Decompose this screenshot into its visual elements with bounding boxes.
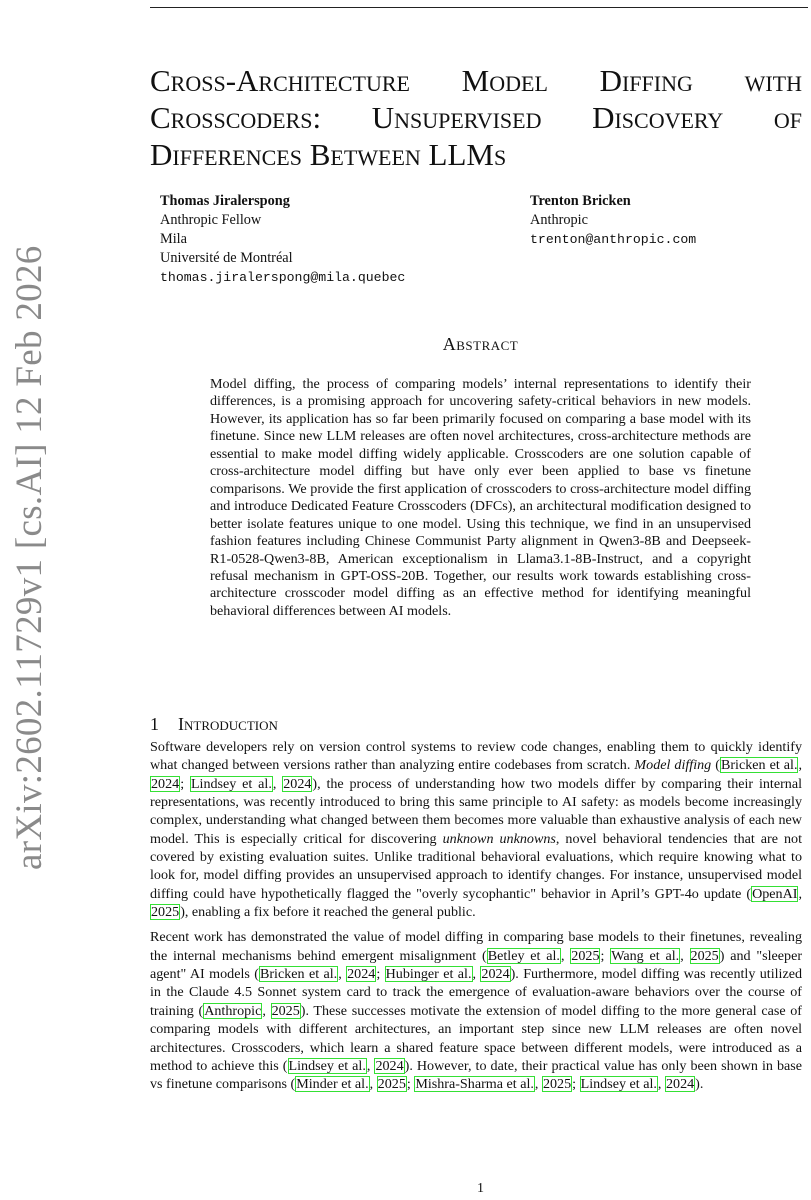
- abstract-text: Model diffing, the process of comparing models’ internal representations to identify their differences, is a promising approach for uncovering safety-critical behaviors in new models. However, its application has so far been primarily focused on comparing a base model with its finetune. Since new LLM releases are often novel architectures, cross-architecture methods are essential to make model diffing widely applicable. Crosscoders are one solution capable of cross-architecture model diffing but have only ever been applied to base vs finetune comparisons. We provide the first application of crosscoders to cross-architecture model diffing and introduce Dedicated Feature Crosscoders (DFCs), an architectural modification designed to better isolate features unique to one model. Using this technique, we find in an unsupervised fashion features including Chinese Communist Party alignment in Qwen3-8B and Deepseek-R1-0528-Qwen3-8B, American exceptionalism in Llama3.1-8B-Instruct, and a copyright refusal mechanism in GPT-OSS-20B. Together, our results work towards establishing cross-architecture crosscoder model diffing as an effective method for identifying meaningful behavioral differences between AI models.: [210, 376, 751, 619]
- introduction-body: [150, 738, 802, 1101]
- text-run: Software developers rely on version control systems to review code changes, enabling them to quickly identify what changed between versions rather than analyzing entire codebases from scratch.: [150, 739, 802, 774]
- text-run: ,: [680, 947, 690, 964]
- citation-link[interactable]: Lindsey et al.: [288, 1057, 366, 1074]
- text-run: ), the process of understanding how two models differ by comparing their internal representations, was recently introduced to bring this same principle to AI safety: as models become increasingly complex, understanding what changed between them becomes more valuable than exhaustive analysis of each new model. This is especially critical for discovering: [150, 775, 802, 847]
- text-run: ;: [572, 1076, 580, 1093]
- citation-link[interactable]: Anthropic: [204, 1002, 262, 1019]
- citation-link[interactable]: 2024: [665, 1076, 695, 1093]
- citation-link[interactable]: Lindsey et al.: [190, 775, 272, 792]
- page-number: 1: [477, 1181, 484, 1196]
- text-run: ). Furthermore, model diffing was recently utilized in the Claude 4.5 Sonnet system card to track the emergence of evaluation-aware behaviors over the course of training (: [150, 966, 803, 1019]
- text-run: ). However, to date, their practical value has only been shown in base vs finetune comparisons (: [150, 1057, 803, 1093]
- text-run: ) and "sleeper agent" AI models (: [150, 947, 803, 983]
- abstract-heading: Abstract: [442, 334, 519, 354]
- emphasis-text: Model diffing: [634, 757, 712, 774]
- text-run: ,: [657, 1076, 665, 1093]
- text-run: ,: [262, 1002, 271, 1019]
- citation-link[interactable]: 2024: [481, 966, 510, 983]
- text-run: Recent work has demonstrated the value of model diffing in comparing base models to their finetunes, revealing the internal mechanisms behind emergent misalignment (: [150, 929, 802, 964]
- paper-title: Cross-Architecture Model Diffing with Crosscoders: Unsupervised Discovery of Differences Between LLMs: [150, 63, 802, 172]
- text-run: ,: [798, 757, 802, 774]
- text-run: ,: [338, 966, 347, 983]
- citation-link[interactable]: 2024: [375, 1057, 404, 1074]
- section-heading: [150, 714, 278, 735]
- citation-link[interactable]: 2025: [377, 1076, 406, 1093]
- emphasis-text: unknown unknowns: [442, 830, 556, 847]
- author-name: Thomas Jiralerspong: [160, 193, 290, 209]
- citation-link[interactable]: 2024: [283, 775, 312, 792]
- paragraph: [150, 928, 802, 1093]
- author-email[interactable]: thomas.jiralerspong@mila.quebec: [160, 270, 406, 285]
- author-affiliation: Université de Montréal: [160, 250, 293, 266]
- text-run: , novel behavioral tendencies that are not covered by existing evaluation suites. Unlike traditional behavioral evaluations, which require knowing what to look for, model diffing provides an unsupervised approach to identify changes. For instance, unsupervised model diffing could have hypothetically flagged the "overly sycophantic" behavior in April’s GPT-4o update (: [150, 830, 803, 902]
- text-run: ), enabling a fix before it reached the general public.: [180, 904, 476, 921]
- citation-link[interactable]: Bricken et al.: [720, 757, 798, 774]
- author-affiliation: Anthropic: [530, 212, 588, 228]
- text-run: ,: [369, 1076, 377, 1093]
- citation-link[interactable]: 2024: [347, 966, 376, 983]
- text-run: ). These successes motivate the extension of model diffing to the more general case of comparing models with different architectures, an important step since new LLM releases are often novel architectures. Crosscoders, which learn a shared feature space between different models, were introduced as a method to achieve this (: [150, 1002, 802, 1074]
- text-run: ).: [695, 1076, 704, 1093]
- header-rule: [150, 7, 808, 8]
- section-title: Introduction: [178, 714, 278, 734]
- text-run: (: [711, 757, 720, 774]
- paragraph: [150, 738, 802, 921]
- arxiv-stamp: arXiv:2602.11729v1 [cs.AI] 12 Feb 2026: [9, 245, 50, 870]
- citation-link[interactable]: Betley et al.: [487, 947, 560, 964]
- text-run: ;: [600, 947, 611, 964]
- author-block-2: [530, 192, 696, 249]
- author-name: Trenton Bricken: [530, 193, 631, 209]
- citation-link[interactable]: 2025: [151, 904, 180, 921]
- author-affiliation: Anthropic Fellow: [160, 212, 262, 228]
- citation-link[interactable]: 2025: [690, 947, 719, 964]
- citation-link[interactable]: Minder et al.: [296, 1076, 369, 1093]
- section-number: 1: [150, 714, 159, 734]
- text-run: ,: [534, 1076, 542, 1093]
- citation-link[interactable]: Bricken et al.: [259, 966, 338, 983]
- text-run: ,: [272, 775, 283, 792]
- citation-link[interactable]: 2024: [151, 775, 180, 792]
- citation-link[interactable]: Lindsey et al.: [580, 1076, 657, 1093]
- author-block-1: [160, 192, 405, 287]
- citation-link[interactable]: 2025: [542, 1076, 572, 1093]
- citation-link[interactable]: Wang et al.: [611, 947, 680, 964]
- citation-link[interactable]: 2025: [571, 947, 600, 964]
- author-email[interactable]: trenton@anthropic.com: [530, 232, 697, 247]
- citation-link[interactable]: OpenAI: [752, 885, 798, 902]
- text-run: ,: [560, 947, 571, 964]
- text-run: ,: [366, 1057, 375, 1074]
- citation-link[interactable]: Hubinger et al.: [385, 966, 472, 983]
- text-run: ;: [376, 966, 385, 983]
- citation-link[interactable]: 2025: [271, 1002, 300, 1019]
- citation-link[interactable]: Mishra-Sharma et al.: [415, 1076, 534, 1093]
- text-run: ;: [406, 1076, 415, 1093]
- text-run: ,: [472, 966, 481, 983]
- text-run: ;: [180, 775, 190, 792]
- author-affiliation: Mila: [160, 231, 188, 247]
- text-run: ,: [798, 885, 802, 902]
